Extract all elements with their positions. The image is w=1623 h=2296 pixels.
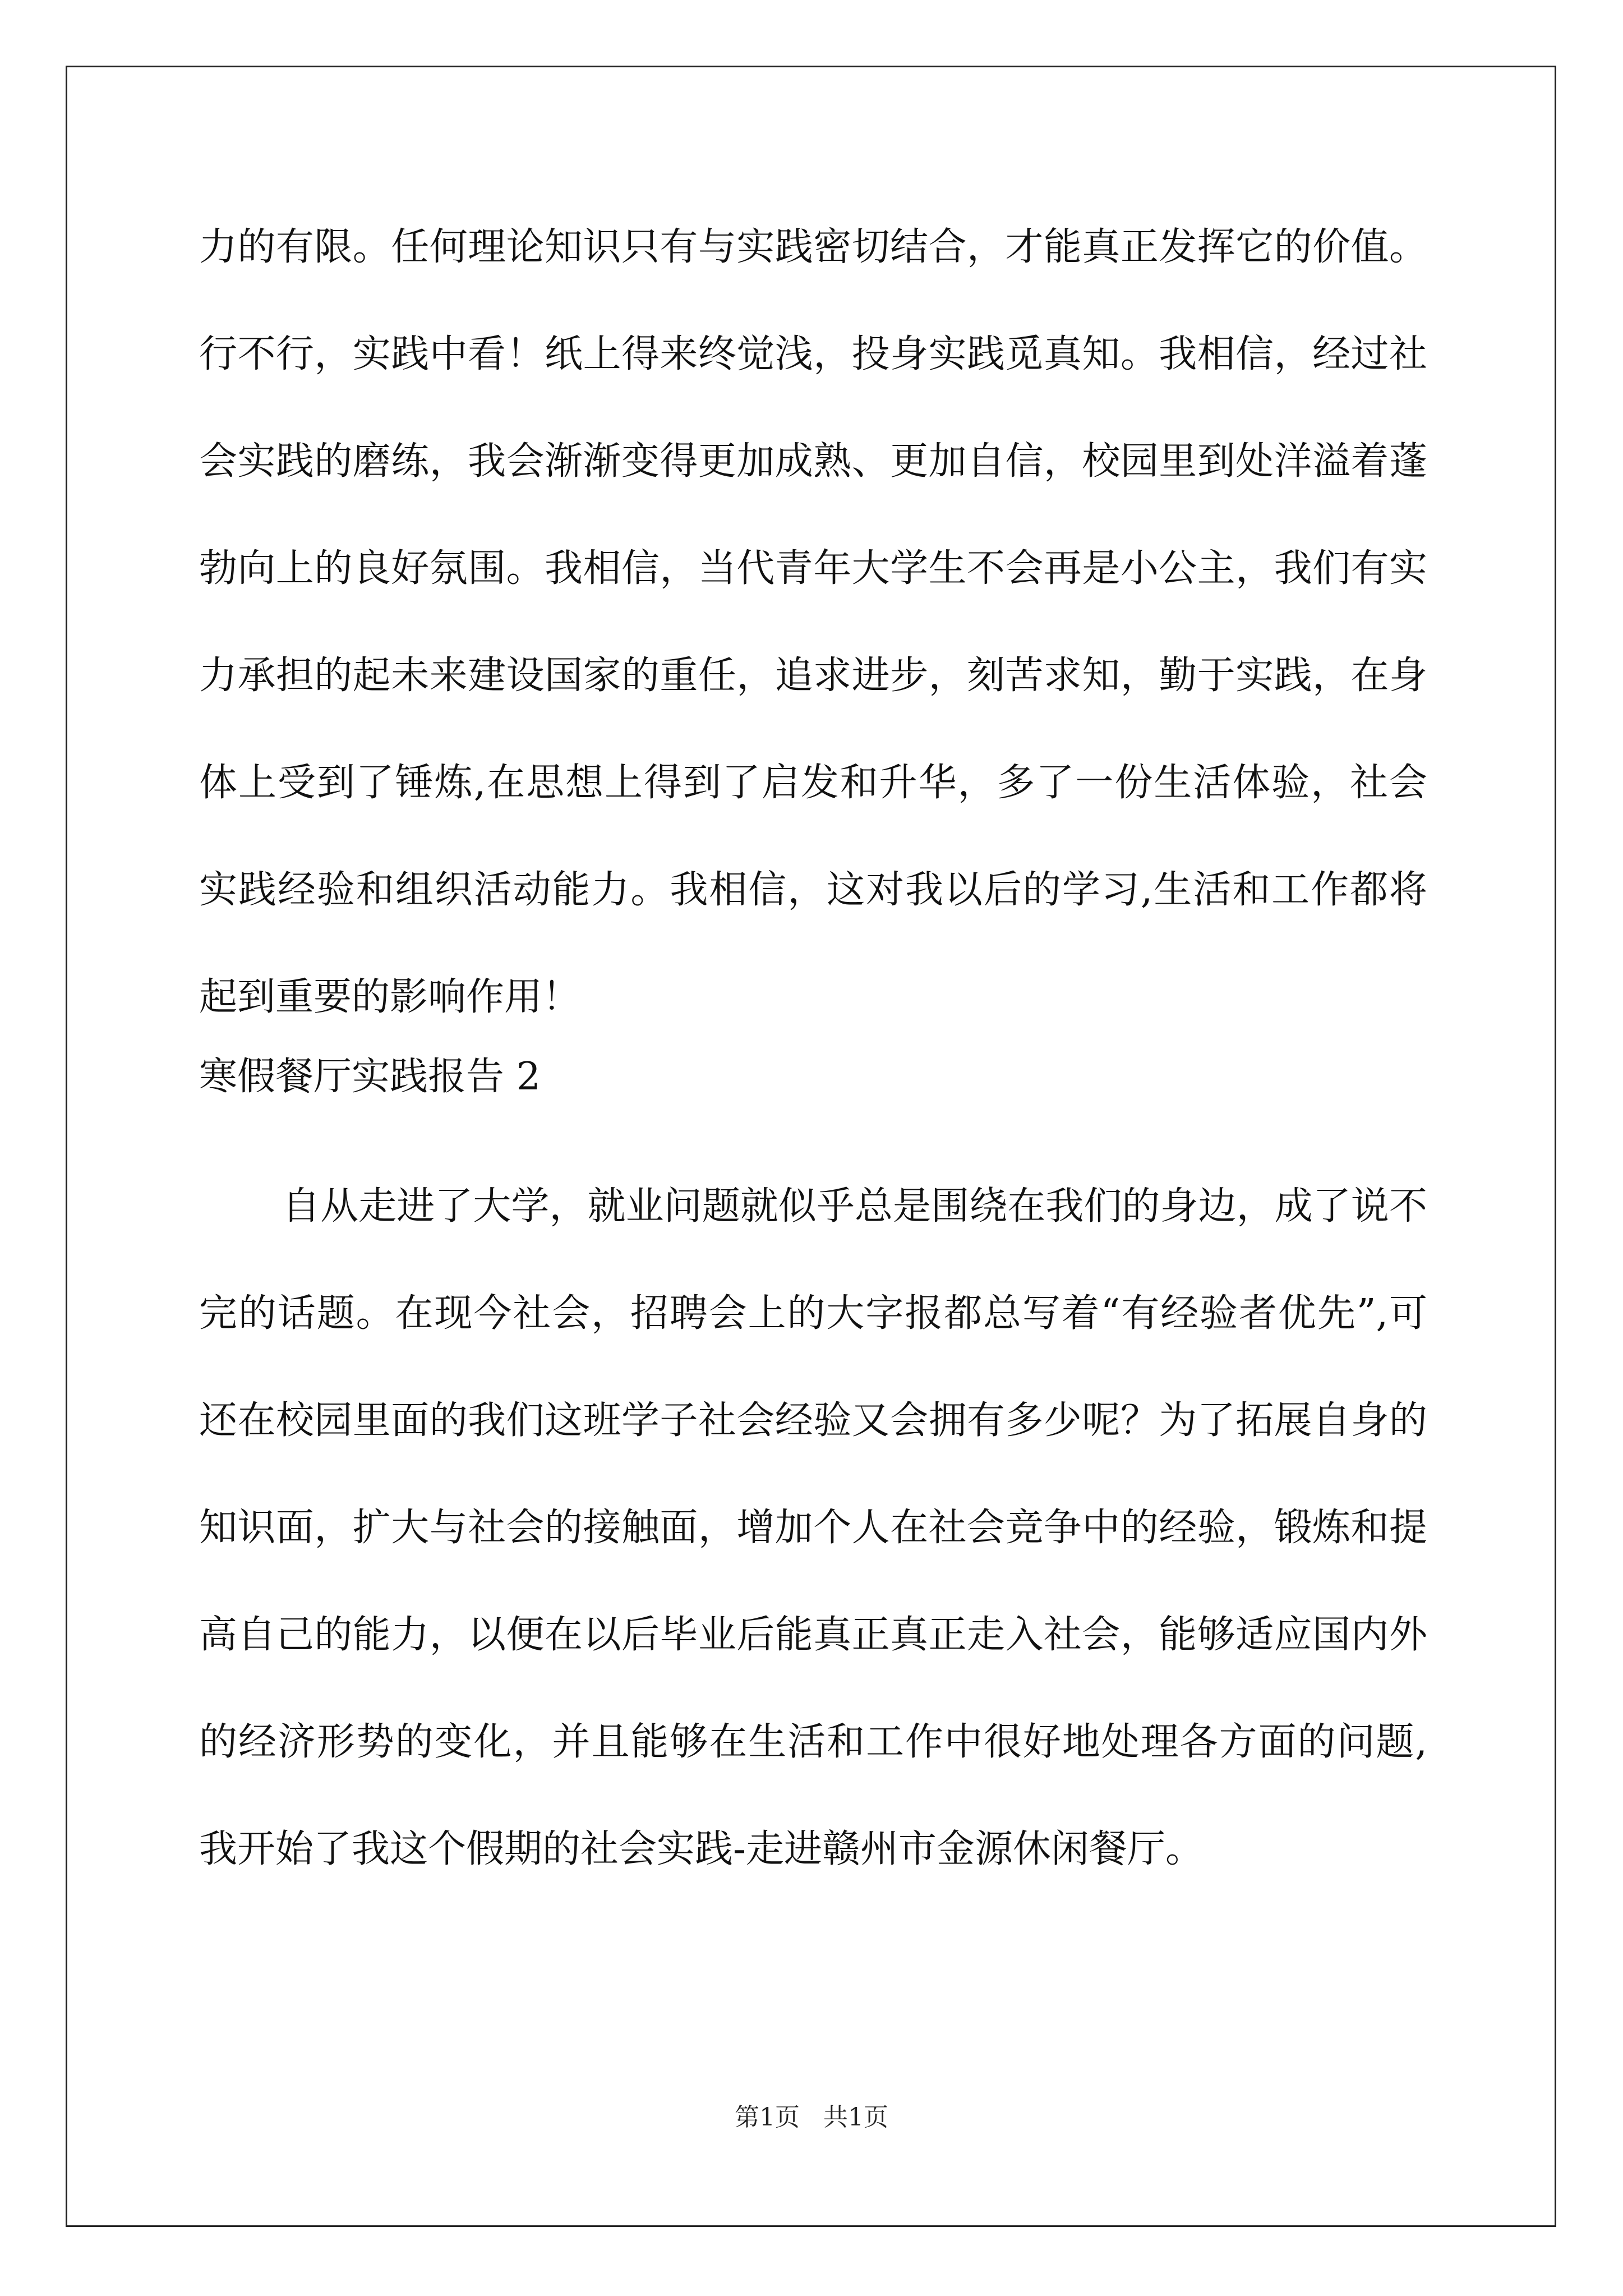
page-footer: 第1页 共1页	[735, 2103, 888, 2132]
section-heading: 寒假餐厅实践报告 2	[199, 1055, 541, 1099]
body-paragraph-1: 力的有限。任何理论知识只有与实践密切结合，才能真正发挥它的价值。行不行，实践中看！纸上得来终觉浅，投身实践觅真知。我相信，经过社会实践的磨练，我会渐渐变得更加成熟、更加自信，校园里到处洋溢着蓬勃向上的良好氛围。我相信，当代青年大学生不会再是小公主，我们有实力承担的起未来建设国家的重任，追求进步，刻苦求知，勤于实践，在身体上受到了锤炼,在思想上得到了启发和升华，多了一份生活体验，社会实践经验和组织活动能力。我相信，这对我以后的学习,生活和工作都将起到重要的影响作用！	[199, 225, 1427, 1019]
body-paragraph-2: 自从走进了大学，就业问题就似乎总是围绕在我们的身边，成了说不完的话题。在现今社会，招聘会上的大字报都总写着“有经验者优先”,可还在校园里面的我们这班学子社会经验又会拥有多少呢？为了拓展自身的知识面，扩大与社会的接触面，增加个人在社会竞争中的经验，锻炼和提高自己的能力，以便在以后毕业后能真正真正走入社会，能够适应国内外的经济形势的变化，并且能够在生活和工作中很好地处理各方面的问题,我开始了我这个假期的社会实践-走进赣州市金源休闲餐厅。	[199, 1184, 1427, 1871]
